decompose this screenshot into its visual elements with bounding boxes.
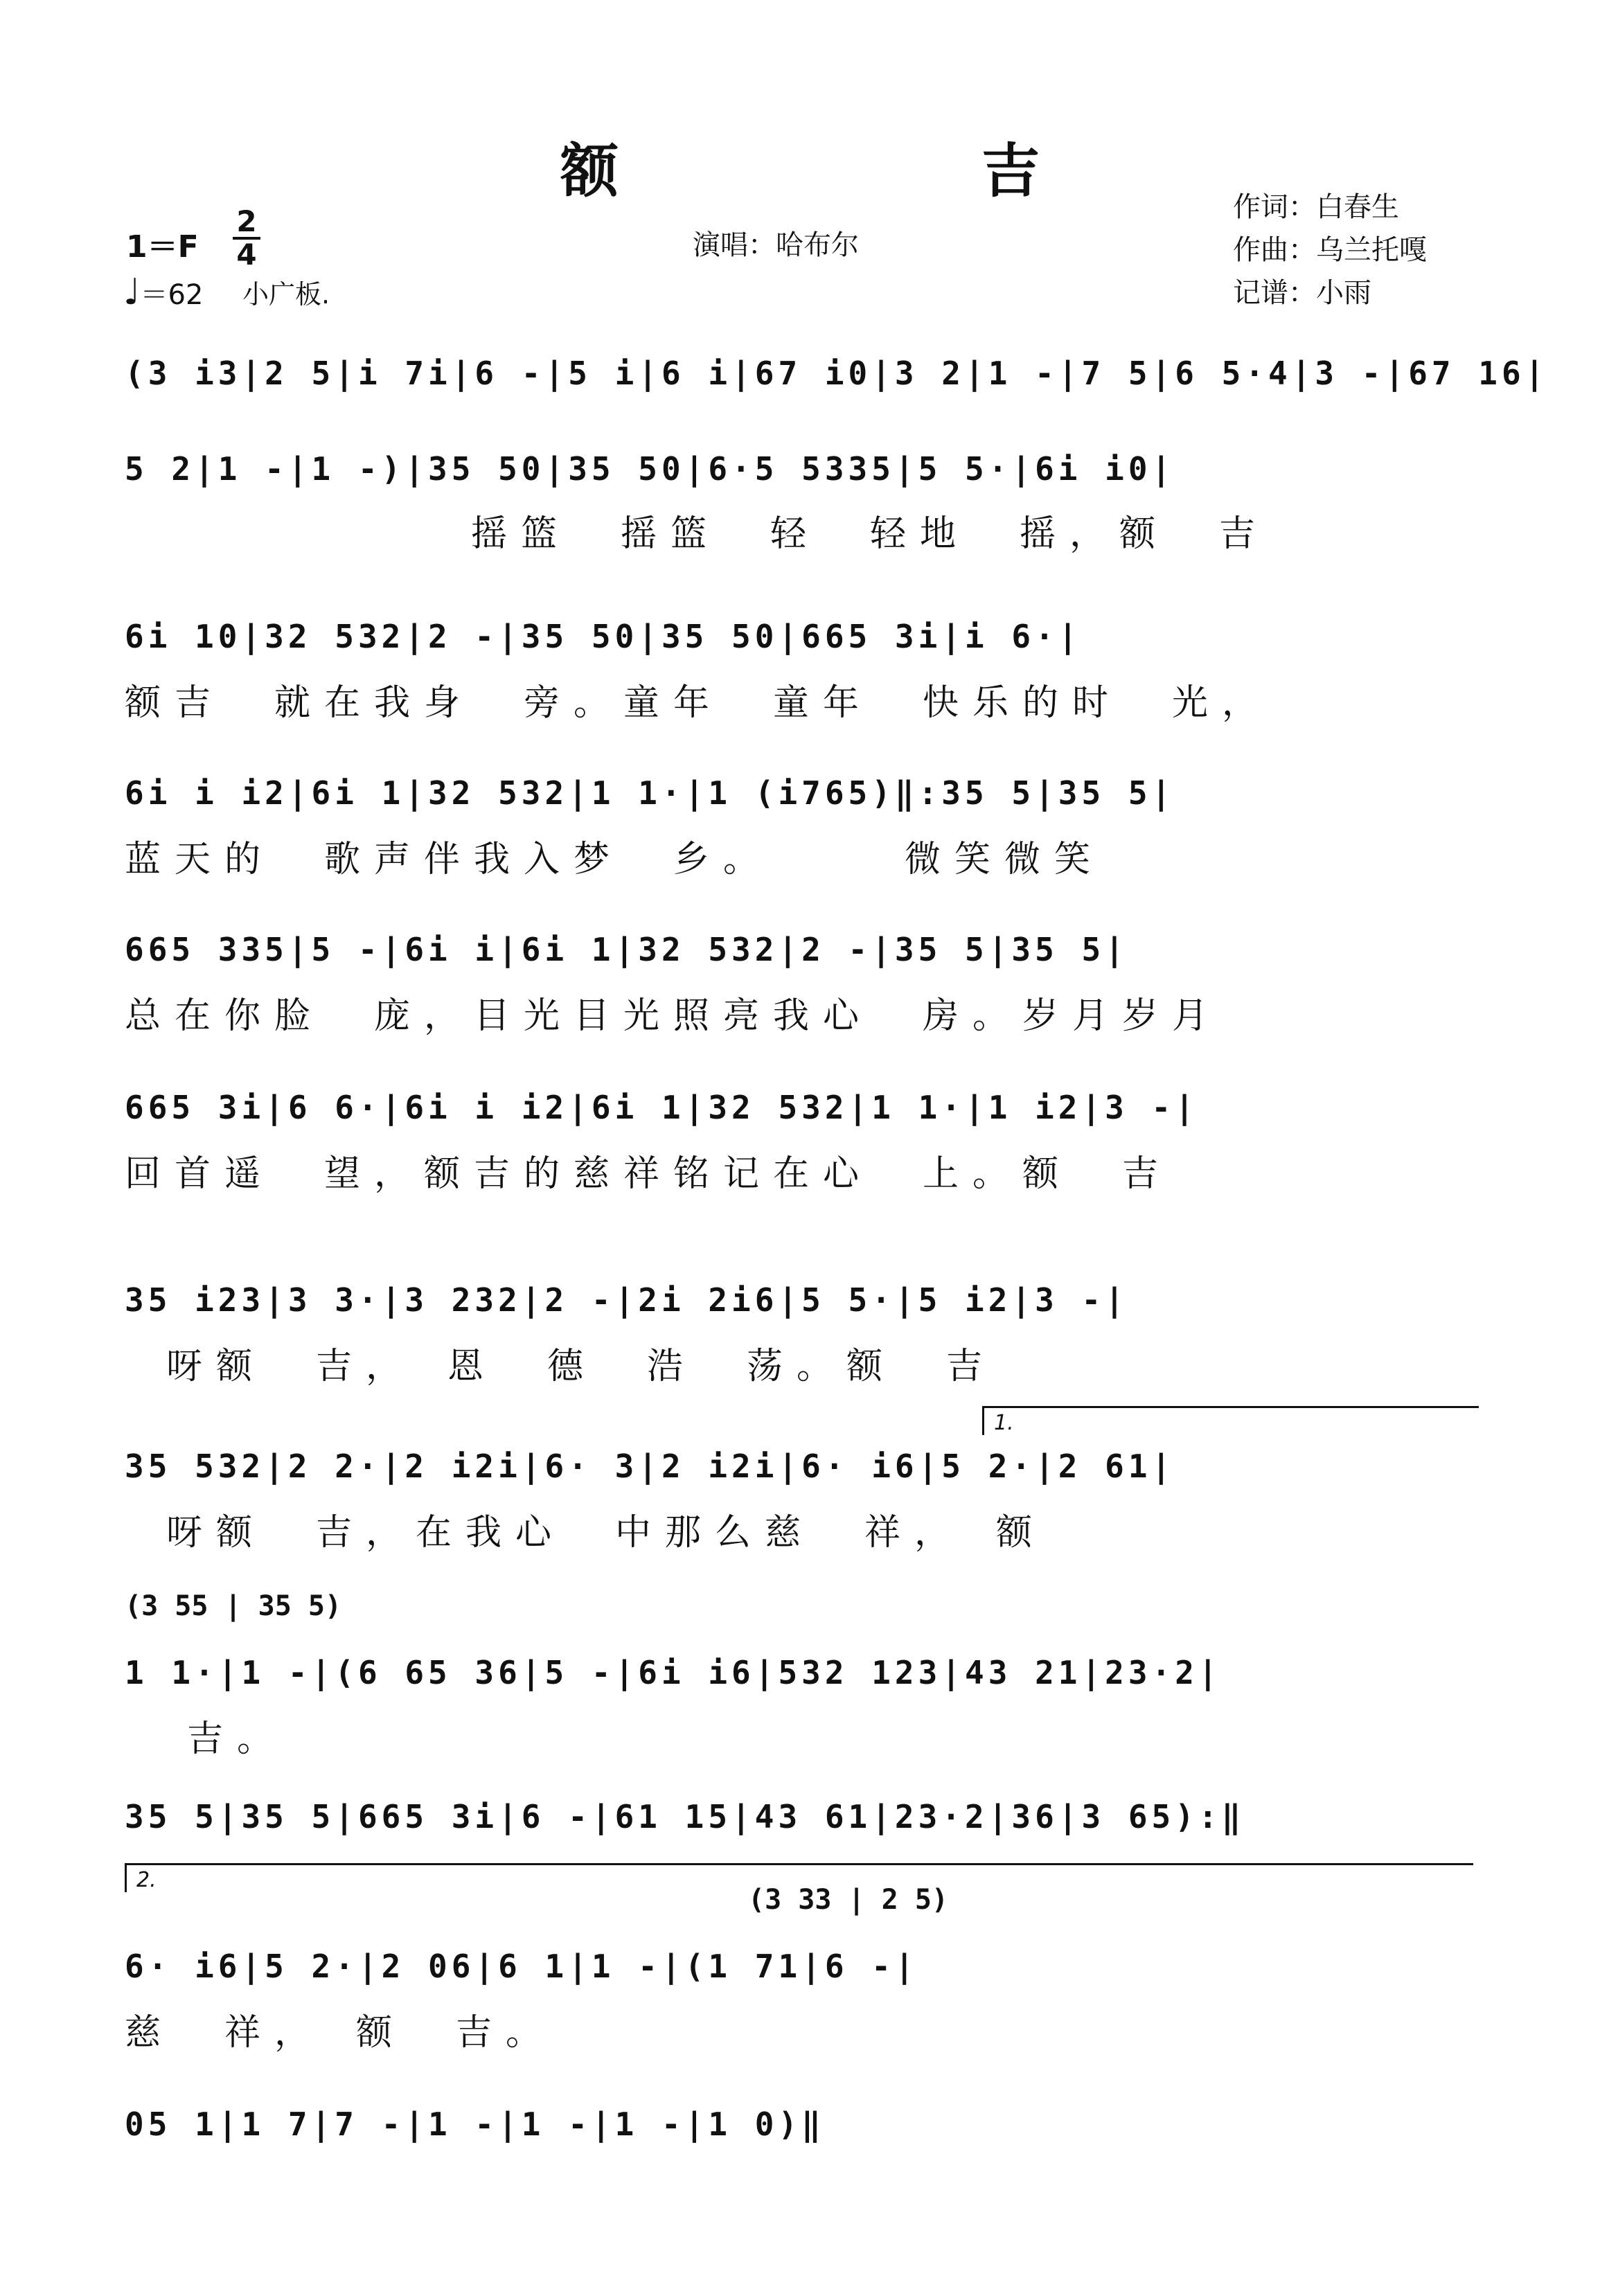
instrumental-line-9-top: (3 55 | 35 5) bbox=[125, 1590, 342, 1622]
notation-line-12: 05 1|1 7|7 -|1 -|1 -|1 -|1 0)‖ bbox=[125, 2106, 825, 2143]
volta-second-ending: 2. bbox=[125, 1863, 1473, 1892]
notation-line-8: 35 532|2 2·|2 i2i|6· 3|2 i2i|6· i6|5 2·|2 61| bbox=[125, 1448, 1175, 1485]
notation-line-7: 35 i23|3 3·|3 232|2 -|2i 2i6|5 5·|5 i2|3 -| bbox=[125, 1281, 1128, 1319]
notation-line-10: 35 5|35 5|665 3i|6 -|61 15|43 61|23·2|36|3 65):‖ bbox=[125, 1798, 1245, 1835]
quarter-note-icon: ♩ bbox=[123, 272, 141, 313]
lyric-line-6: 回首遥 望，额吉的慈祥铭记在心 上。额 吉 bbox=[125, 1153, 1173, 1195]
notation-line-1: (3 i3|2 5|i 7i|6 -|5 i|6 i|67 i0|3 2|1 -|7 5|6 5·4|3 -|67 16| bbox=[125, 355, 1549, 392]
lyric-line-8: 呀额 吉，在我心 中那么慈 祥， 额 bbox=[166, 1512, 1047, 1554]
key-signature: 1＝F bbox=[126, 229, 199, 265]
composer-credit: 作曲：乌兰托嘎 bbox=[1233, 234, 1427, 266]
time-signature-bottom: 4 bbox=[236, 238, 257, 272]
instrumental-line-11-top: (3 33 | 2 5) bbox=[748, 1884, 948, 1916]
volta-first-ending: 1. bbox=[982, 1406, 1479, 1435]
lyric-line-9: 吉。 bbox=[187, 1718, 287, 1760]
lyricist-credit: 作词：白春生 bbox=[1233, 191, 1399, 223]
notation-line-5: 665 335|5 -|6i i|6i 1|32 532|2 -|35 5|35 5| bbox=[125, 931, 1128, 968]
tempo-term: 小广板. bbox=[242, 279, 330, 310]
notation-line-9: 1 1·|1 -|(6 65 36|5 -|6i i6|532 123|43 21|23·2| bbox=[125, 1654, 1222, 1691]
notation-line-2: 5 2|1 -|1 -)|35 50|35 50|6·5 5335|5 5·|6i i0| bbox=[125, 450, 1175, 488]
tempo-marking bbox=[123, 272, 203, 313]
time-signature bbox=[233, 204, 260, 272]
lyric-line-11: 慈 祥， 额 吉。 bbox=[125, 2012, 556, 2054]
tempo-value: ＝62 bbox=[140, 279, 204, 311]
lyric-line-2: 摇篮 摇篮 轻 轻地 摇，额 吉 bbox=[471, 513, 1270, 555]
time-signature-top: 2 bbox=[236, 204, 257, 238]
lyric-line-4: 蓝天的 歌声伴我入梦 乡。 微笑微笑 bbox=[125, 839, 1105, 880]
notation-line-4: 6i i i2|6i 1|32 532|1 1·|1 (i765)‖:35 5|35 5| bbox=[125, 774, 1175, 812]
transcriber-credit: 记谱：小雨 bbox=[1233, 277, 1371, 309]
notation-line-6: 665 3i|6 6·|6i i i2|6i 1|32 532|1 1·|1 i2|3 -| bbox=[125, 1089, 1198, 1126]
song-title: 额 吉 bbox=[560, 136, 1192, 205]
notation-line-3: 6i 10|32 532|2 -|35 50|35 50|665 3i|i 6·| bbox=[125, 618, 1082, 655]
notation-line-11: 6· i6|5 2·|2 06|6 1|1 -|(1 71|6 -| bbox=[125, 1948, 918, 1985]
lyric-line-7: 呀额 吉， 恩 德 浩 荡。额 吉 bbox=[166, 1346, 997, 1387]
lyric-line-3: 额吉 就在我身 旁。童年 童年 快乐的时 光， bbox=[125, 682, 1272, 724]
singer-credit: 演唱：哈布尔 bbox=[693, 229, 859, 261]
lyric-line-5: 总在你脸 庞，目光目光照亮我心 房。岁月岁月 bbox=[125, 995, 1223, 1037]
credits-block bbox=[1233, 186, 1427, 314]
